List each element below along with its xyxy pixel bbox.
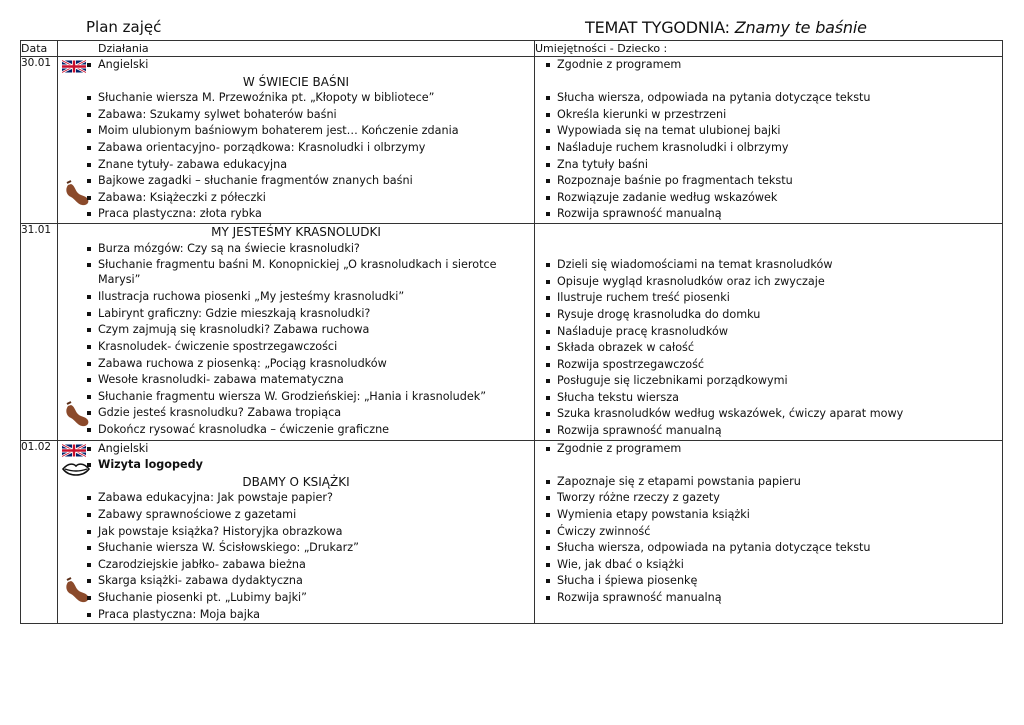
activities-cell xyxy=(58,223,535,440)
list-item: Burza mózgów: Czy są na świecie krasnoludki? xyxy=(98,241,534,258)
list-item: Wymienia etapy powstania książki xyxy=(557,507,1002,524)
list-item: Zapoznaje się z etapami powstania papieru xyxy=(557,474,1002,491)
activities-list xyxy=(58,224,534,439)
list-item: Słuchanie piosenki pt. „Lubimy bajki” xyxy=(98,590,534,607)
list-item: Rysuje drogę krasnoludka do domku xyxy=(557,307,1002,324)
list-spacer xyxy=(557,74,1002,91)
activities-cell xyxy=(58,440,535,624)
plan-table xyxy=(20,40,1003,624)
activities-list xyxy=(58,441,534,624)
list-item: Szuka krasnoludków według wskazówek, ćwiczy aparat mowy xyxy=(557,406,1002,423)
list-item: Składa obrazek w całość xyxy=(557,340,1002,357)
list-item: Opisuje wygląd krasnoludków oraz ich zwyczaje xyxy=(557,274,1002,291)
list-item: Dzieli się wiadomościami na temat krasnoludków xyxy=(557,257,1002,274)
day-row xyxy=(21,440,1003,624)
list-item: Tworzy różne rzeczy z gazety xyxy=(557,490,1002,507)
skills-list xyxy=(535,441,1002,607)
col-actions-header xyxy=(58,41,535,57)
list-spacer xyxy=(557,241,1002,258)
list-item: Naśladuje pracę krasnoludków xyxy=(557,324,1002,341)
list-item: Rozwija sprawność manualną xyxy=(557,423,1002,440)
list-item: Czym zajmują się krasnoludki? Zabawa ruchowa xyxy=(98,322,534,339)
list-item: Skarga książki- zabawa dydaktyczna xyxy=(98,573,534,590)
list-item: Angielski xyxy=(98,57,534,74)
list-item: Angielski xyxy=(98,441,534,458)
dwarf-shoe-icon xyxy=(62,179,92,209)
list-item: Słucha wiersza, odpowiada na pytania dotyczące tekstu xyxy=(557,90,1002,107)
day-date: 31.01 xyxy=(21,223,58,440)
list-item: Rozpoznaje baśnie po fragmentach tekstu xyxy=(557,173,1002,190)
list-spacer xyxy=(557,457,1002,474)
section-heading: DBAMY O KSIĄŻKI xyxy=(242,474,350,489)
list-item: Słucha i śpiewa piosenkę xyxy=(557,573,1002,590)
list-item: Praca plastyczna: Moja bajka xyxy=(98,607,534,624)
list-item: Określa kierunki w przestrzeni xyxy=(557,107,1002,124)
list-item: Moim ulubionym baśniowym bohaterem jest… Kończenie zdania xyxy=(98,123,534,140)
uk-flag-icon xyxy=(62,59,86,74)
skills-cell xyxy=(535,223,1003,440)
activities-list xyxy=(58,57,534,223)
list-item: Krasnoludek- ćwiczenie spostrzegawczości xyxy=(98,339,534,356)
week-theme-prefix: TEMAT TYGODNIA: xyxy=(585,18,730,37)
list-item: Naśladuje ruchem krasnoludki i olbrzymy xyxy=(557,140,1002,157)
list-item: Zabawa orientacyjno- porządkowa: Krasnoludki i olbrzymy xyxy=(98,140,534,157)
col-skills-header: Umiejętności - Dziecko : xyxy=(535,41,1003,57)
list-item: Słuchanie fragmentu wiersza W. Grodzieńskiej: „Hania i krasnoludek” xyxy=(98,389,534,406)
list-item: Rozwiązuje zadanie według wskazówek xyxy=(557,190,1002,207)
list-item: Rozwija sprawność manualną xyxy=(557,206,1002,223)
list-item: Rozwija spostrzegawczość xyxy=(557,357,1002,374)
day-date: 01.02 xyxy=(21,440,58,624)
plan-title: Plan zajęć xyxy=(86,18,162,36)
section-heading: W ŚWIECIE BAŚNI xyxy=(242,74,350,89)
week-theme-name: Znamy te baśnie xyxy=(734,18,867,37)
section-heading: MY JESTEŚMY KRASNOLUDKI xyxy=(211,224,381,239)
day-row xyxy=(21,223,1003,440)
col-date-header: Data xyxy=(21,41,58,57)
skills-cell xyxy=(535,440,1003,624)
list-item: Dokończ rysować krasnoludka – ćwiczenie graficzne xyxy=(98,422,534,439)
list-item: Zgodnie z programem xyxy=(557,441,1002,458)
list-item: Zabawa: Książeczki z półeczki xyxy=(98,190,534,207)
list-item: Wypowiada się na temat ulubionej bajki xyxy=(557,123,1002,140)
col-actions-label: Działania xyxy=(98,42,149,55)
list-item: Ćwiczy zwinność xyxy=(557,524,1002,541)
list-item: Zabawy sprawnościowe z gazetami xyxy=(98,507,534,524)
table-header-row xyxy=(21,41,1003,57)
activities-cell xyxy=(58,57,535,224)
list-item: Zabawa edukacyjna: Jak powstaje papier? xyxy=(98,490,534,507)
list-item: Zabawa ruchowa z piosenką: „Pociąg krasnoludków xyxy=(98,356,534,373)
list-item: Słuchanie wiersza W. Ścisłowskiego: „Drukarz” xyxy=(98,540,534,557)
list-item: Zabawa: Szukamy sylwet bohaterów baśni xyxy=(98,107,534,124)
list-item: Wizyta logopedy xyxy=(98,457,534,474)
list-item: Praca plastyczna: złota rybka xyxy=(98,206,534,223)
list-item: Gdzie jesteś krasnoludku? Zabawa tropiąca xyxy=(98,405,534,422)
skills-cell xyxy=(535,57,1003,224)
list-item: Ilustruje ruchem treść piosenki xyxy=(557,290,1002,307)
week-theme-title xyxy=(585,18,867,37)
skills-list xyxy=(535,224,1002,440)
list-item: Słucha tekstu wiersza xyxy=(557,390,1002,407)
list-spacer xyxy=(557,224,1002,241)
list-item: Znane tytuły- zabawa edukacyjna xyxy=(98,157,534,174)
list-item: Posługuje się liczebnikami porządkowymi xyxy=(557,373,1002,390)
list-item: Słucha wiersza, odpowiada na pytania dotyczące tekstu xyxy=(557,540,1002,557)
list-item: Słuchanie fragmentu baśni M. Konopnickiej „O krasnoludkach i sierotce Marysi” xyxy=(98,257,534,289)
list-item: Słuchanie wiersza M. Przewoźnika pt. „Kłopoty w bibliotece” xyxy=(98,90,534,107)
list-item: Bajkowe zagadki – słuchanie fragmentów znanych baśni xyxy=(98,173,534,190)
uk-flag-icon xyxy=(62,443,86,458)
day-date: 30.01 xyxy=(21,57,58,224)
list-item: Jak powstaje książka? Historyjka obrazkowa xyxy=(98,524,534,541)
skills-list xyxy=(535,57,1002,223)
list-item: Labirynt graficzny: Gdzie mieszkają krasnoludki? xyxy=(98,306,534,323)
list-item: Zna tytuły baśni xyxy=(557,157,1002,174)
list-item: Ilustracja ruchowa piosenki „My jesteśmy krasnoludki” xyxy=(98,289,534,306)
list-item: Zgodnie z programem xyxy=(557,57,1002,74)
day-row xyxy=(21,57,1003,224)
list-item: Rozwija sprawność manualną xyxy=(557,590,1002,607)
list-item: Wie, jak dbać o książki xyxy=(557,557,1002,574)
list-item: Wesołe krasnoludki- zabawa matematyczna xyxy=(98,372,534,389)
list-item: Czarodziejskie jabłko- zabawa bieżna xyxy=(98,557,534,574)
